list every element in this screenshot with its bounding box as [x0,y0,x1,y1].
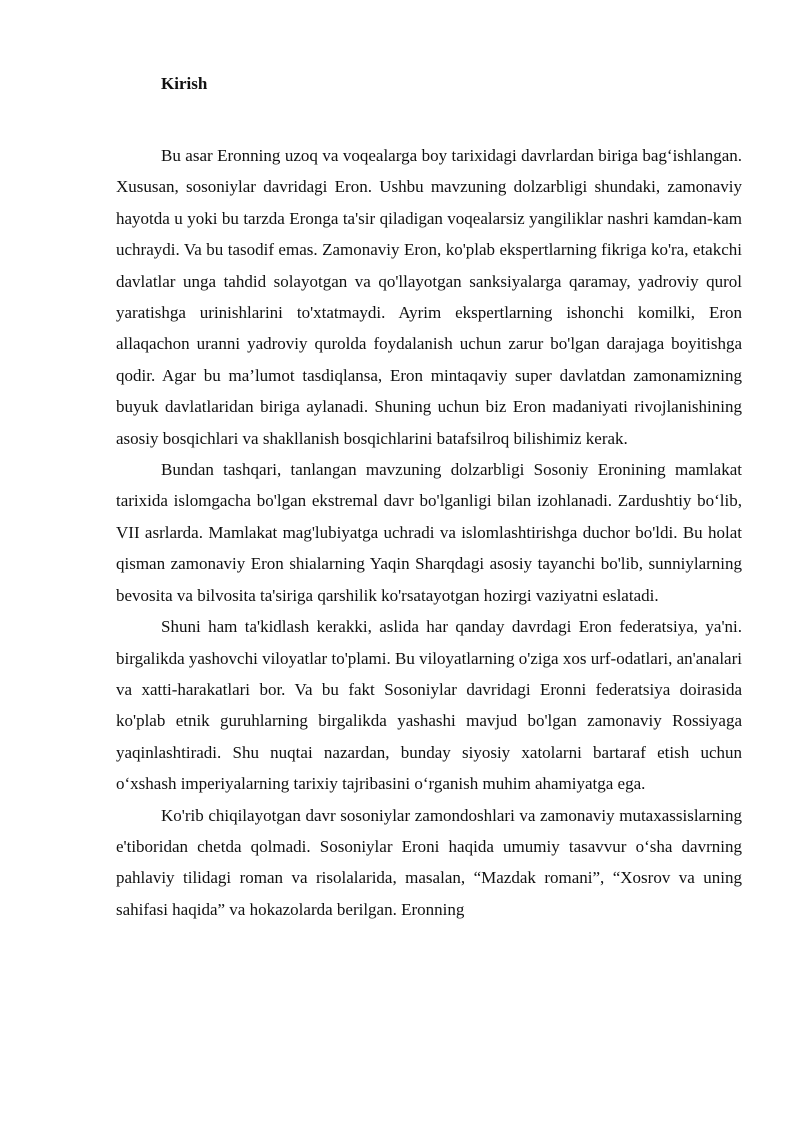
paragraph: Bu asar Eronning uzoq va voqealarga boy tarixidagi davrlardan biriga bag‘ishlangan. Xususan, sosoniylar davridagi Eron. Ushbu mavzuning dolzarbligi shundaki, zamonaviy hayotda u yoki bu tarzda Eronga ta'sir qiladigan voqealarsiz yangiliklar nashri kamdan-kam uchraydi. Va bu tasodif emas. Zamonaviy Eron, ko'plab ekspertlarning fikriga ko'ra, etakchi davlatlar unga tahdid solayotgan va qo'llayotgan sanksiyalarga qaramay, yadroviy qurol yaratishga urinishlarini to'xtatmaydi. Ayrim ekspertlarning ishonchi komilki, Eron allaqachon uranni yadroviy qurolda foydalanish uchun zarur bo'lgan darajaga boyitishga qodir. Agar bu ma’lumot tasdiqlansa, Eron mintaqaviy super davlatdan zamonamizning buyuk davlatlaridan biriga aylanadi. Shuning uchun biz Eron madaniyati rivojlanishining asosiy bosqichlari va shakllanish bosqichlarini batafsilroq bilishimiz kerak. [116,146,742,448]
paragraph: Ko'rib chiqilayotgan davr sosoniylar zamondoshlari va zamonaviy mutaxassislarning e'tiboridan chetda qolmadi. Sosoniylar Eroni haqida umumiy tasavvur o‘sha davrning pahlaviy tilidagi roman va risolalarida, masalan, “Mazdak romani”, “Xosrov va uning sahifasi haqida” va hokazolarda berilgan. Eronning [116,805,742,919]
body-text [116,140,742,925]
section-heading: Kirish [161,74,208,93]
paragraph: Bundan tashqari, tanlangan mavzuning dolzarbligi Sosoniy Eronining mamlakat tarixida islomgacha bo'lgan ekstremal davr bo'lganligi bilan izohlanadi. Zardushtiy bo‘lib, VII asrlarda. Mamlakat mag'lubiyatga uchradi va islomlashtirishga duchor bo'ldi. Bu holat qisman zamonaviy Eron shialarning Yaqin Sharqdagi asosiy tayanchi bo'lib, sunniylarning bevosita va bilvosita ta'siriga qarshilik ko'rsatayotgan hozirgi vaziyatni eslatadi. [116,460,742,605]
paragraph: Shuni ham ta'kidlash kerakki, aslida har qanday davrdagi Eron federatsiya, ya'ni. birgalikda yashovchi viloyatlar to'plami. Bu viloyatlarning o'ziga xos urf-odatlari, an'analari va xatti-harakatlari bor. Va bu fakt Sosoniylar davridagi Eronni federatsiya doirasida ko'plab etnik guruhlarning birgalikda yashashi mavjud bo'lgan zamonaviy Rossiyaga yaqinlashtiradi. Shu nuqtai nazardan, bunday siyosiy xatolarni bartaraf etish uchun o‘xshash imperiyalarning tarixiy tajribasini o‘rganish muhim ahamiyatga ega. [116,617,742,794]
